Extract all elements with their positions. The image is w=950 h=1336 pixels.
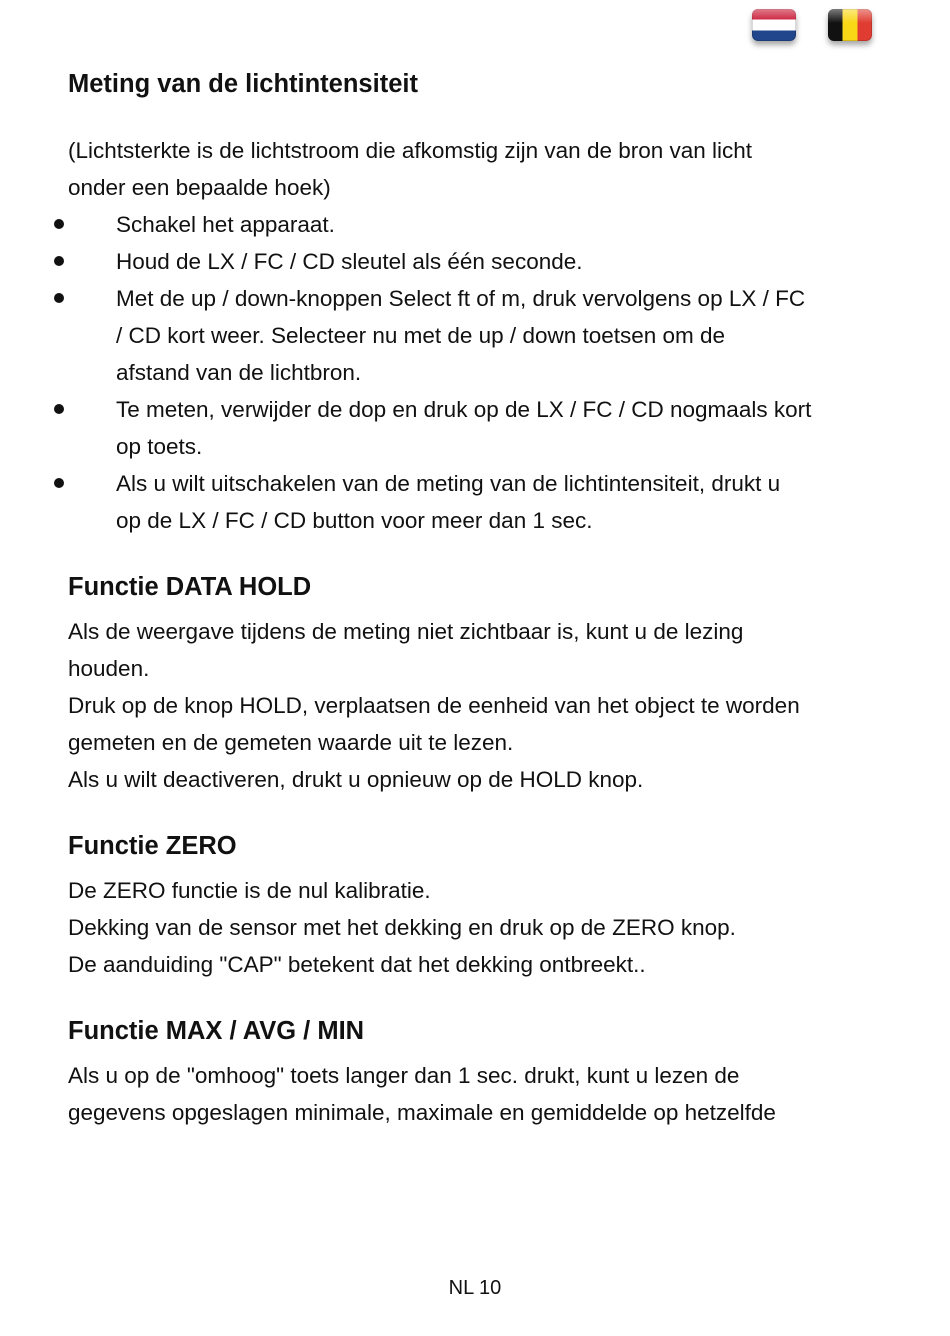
- bullet-line: Te meten, verwijder de dop en druk op de LX / FC / CD nogmaals kort: [116, 397, 812, 422]
- bullet-icon: [54, 256, 64, 266]
- bullet-line: op de LX / FC / CD button voor meer dan 1 sec.: [116, 508, 593, 533]
- document-page: [68, 62, 898, 1131]
- intro-line: onder een bepaalde hoek): [68, 175, 331, 200]
- page-number: NL 10: [448, 1277, 502, 1299]
- bullet-line: op toets.: [116, 434, 203, 459]
- list-item: [68, 391, 898, 465]
- bullet-line: Houd de LX / FC / CD sleutel als één seconde.: [116, 249, 583, 274]
- text-line: Als u op de "omhoog" toets langer dan 1 sec. drukt, kunt u lezen de: [68, 1063, 740, 1088]
- zero-text: [68, 872, 898, 983]
- bullet-icon: [54, 404, 64, 414]
- text-line: Dekking van de sensor met het dekking en druk op de ZERO knop.: [68, 915, 736, 940]
- text-line: houden.: [68, 656, 150, 681]
- list-item: [68, 243, 898, 280]
- instruction-list: [68, 206, 898, 539]
- bullet-icon: [54, 293, 64, 303]
- bullet-line: Als u wilt uitschakelen van de meting van de lichtintensiteit, drukt u: [116, 471, 781, 496]
- bullet-icon: [54, 478, 64, 488]
- bullet-line: Schakel het apparaat.: [116, 212, 335, 237]
- list-item: [68, 465, 898, 539]
- text-line: De aanduiding "CAP" betekent dat het dekking ontbreekt..: [68, 952, 646, 977]
- intro-text: [68, 132, 898, 206]
- language-flags: [752, 9, 872, 41]
- section-title-max-avg-min: Functie MAX / AVG / MIN: [68, 1017, 365, 1045]
- bullet-line: / CD kort weer. Selecteer nu met de up / down toetsen om de: [116, 323, 726, 348]
- text-line: Als de weergave tijdens de meting niet zichtbaar is, kunt u de lezing: [68, 619, 744, 644]
- belgium-flag-icon[interactable]: [828, 9, 872, 41]
- text-line: Druk op de knop HOLD, verplaatsen de eenheid van het object te worden: [68, 693, 800, 718]
- text-line: Als u wilt deactiveren, drukt u opnieuw op de HOLD knop.: [68, 767, 644, 792]
- data-hold-text: [68, 613, 898, 798]
- section-title-light-intensity: Meting van de lichtintensiteit: [68, 70, 418, 98]
- section-title-zero: Functie ZERO: [68, 832, 237, 860]
- text-line: gegevens opgeslagen minimale, maximale en gemiddelde op hetzelfde: [68, 1100, 776, 1125]
- list-item: [68, 280, 898, 391]
- text-line: gemeten en de gemeten waarde uit te lezen.: [68, 730, 514, 755]
- intro-line: (Lichtsterkte is de lichtstroom die afkomstig zijn van de bron van licht: [68, 138, 753, 163]
- max-avg-min-text: [68, 1057, 898, 1131]
- netherlands-flag-icon[interactable]: [752, 9, 796, 41]
- bullet-line: afstand van de lichtbron.: [116, 360, 362, 385]
- bullet-line: Met de up / down-knoppen Select ft of m, druk vervolgens op LX / FC: [116, 286, 806, 311]
- section-title-data-hold: Functie DATA HOLD: [68, 573, 312, 601]
- list-item: [68, 206, 898, 243]
- text-line: De ZERO functie is de nul kalibratie.: [68, 878, 431, 903]
- bullet-icon: [54, 219, 64, 229]
